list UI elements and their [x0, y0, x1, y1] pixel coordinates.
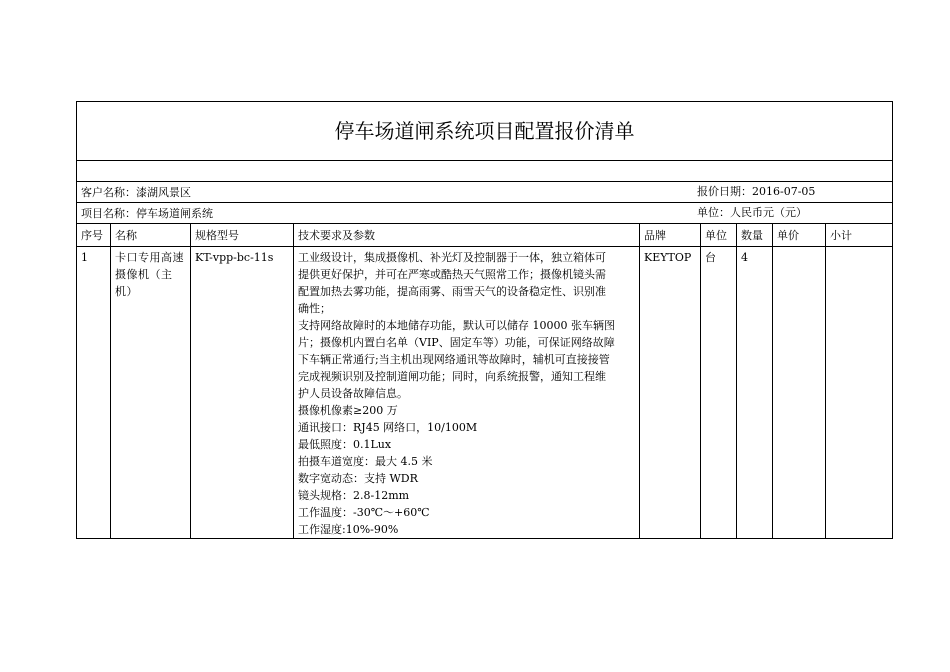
- item-unit: 台: [701, 247, 737, 539]
- spec-line: 数字宽动态：支持 WDR: [298, 472, 418, 485]
- project-name: 项目名称：停车场道闸系统: [77, 203, 826, 224]
- spec-line: 确性；: [298, 302, 331, 315]
- spec-line: 工业级设计，集成摄像机、补光灯及控制器于一体，独立箱体可: [298, 251, 606, 264]
- header-brand: 品牌: [640, 224, 701, 247]
- header-qty: 数量: [737, 224, 773, 247]
- header-unit: 单位: [701, 224, 737, 247]
- spec-line: 最低照度：0.1Lux: [298, 438, 392, 451]
- spec-line: 拍摄车道宽度：最大 4.5 米: [298, 455, 433, 468]
- title-row: [77, 102, 893, 161]
- item-brand: KEYTOP: [640, 247, 701, 539]
- quotation-table: [76, 101, 893, 539]
- item-spec: [294, 247, 640, 539]
- spec-line: 工作温度：-30℃～+60℃: [298, 506, 430, 519]
- customer-name: 客户名称：漆湖风景区: [77, 182, 826, 203]
- item-price: [773, 247, 826, 539]
- unit-currency: 单位：人民币元（元）: [697, 206, 807, 219]
- info-spacer: [826, 203, 893, 224]
- item-seq: 1: [77, 247, 111, 539]
- spec-line: 通讯接口：RJ45 网络口，10/100M: [298, 421, 478, 434]
- table-row: [77, 247, 893, 539]
- header-name: 名称: [111, 224, 191, 247]
- spec-line: 完成视频识别及控制道闸功能；同时，向系统报警，通知工程维: [298, 370, 606, 383]
- info-spacer: [826, 182, 893, 203]
- spec-line: 配置加热去雾功能，提高雨雾、雨雪天气的设备稳定性、识别准: [298, 285, 606, 298]
- spec-line: 下车辆正常通行;当主机出现网络通讯等故障时，辅机可直接接管: [298, 353, 610, 366]
- quote-date: 报价日期：2016-07-05: [697, 185, 816, 198]
- spec-line: 片；摄像机内置白名单（VIP、固定车等）功能，可保证网络故障: [298, 336, 615, 349]
- item-qty: 4: [737, 247, 773, 539]
- spec-line: 支持网络故障时的本地储存功能，默认可以储存 10000 张车辆图: [298, 319, 615, 332]
- spec-line: 工作湿度:10%-90%: [298, 523, 399, 536]
- header-subtotal: 小计: [826, 224, 893, 247]
- document-title: 停车场道闸系统项目配置报价清单: [77, 102, 893, 161]
- header-seq: 序号: [77, 224, 111, 247]
- header-model: 规格型号: [191, 224, 294, 247]
- item-name: 卡口专用高速摄像机（主机）: [111, 247, 191, 539]
- item-model: KT-vpp-bc-11s: [191, 247, 294, 539]
- spec-line: 提供更好保护，并可在严寒或酷热天气照常工作；摄像机镜头需: [298, 268, 606, 281]
- blank-cell: [77, 161, 893, 182]
- item-subtotal: [826, 247, 893, 539]
- header-price: 单价: [773, 224, 826, 247]
- header-spec: 技术要求及参数: [294, 224, 640, 247]
- spec-line: 护人员设备故障信息。: [298, 387, 408, 400]
- spec-line: 摄像机像素≥200 万: [298, 404, 398, 417]
- spec-line: 镜头规格：2.8-12mm: [298, 489, 410, 502]
- header-row: [77, 224, 893, 247]
- blank-row: [77, 161, 893, 182]
